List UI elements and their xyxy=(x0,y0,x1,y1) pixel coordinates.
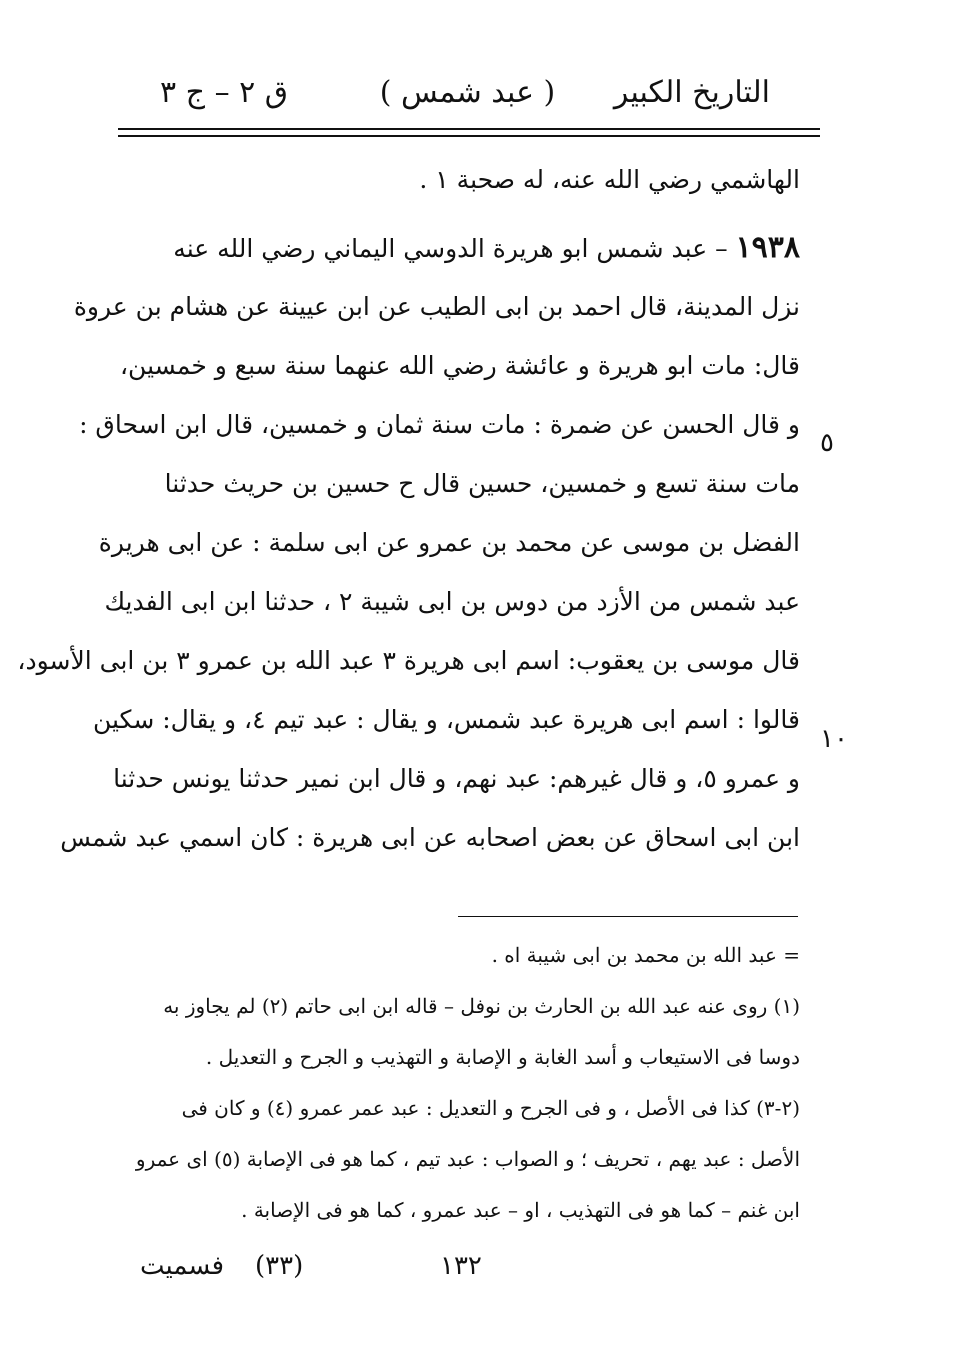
body-text-entry xyxy=(17,218,800,867)
entry-line: قالوا : اسم ابى هريرة عبد شمس، و يقال : عبد تيم ٤، و يقال: سكين xyxy=(92,705,800,734)
footnote-line: = عبد الله بن محمد بن ابى شيبة اه . xyxy=(491,943,800,967)
entry-line: – عبد شمس ابو هريرة الدوسي اليماني رضي الله عنه xyxy=(173,234,728,263)
entry-first-line xyxy=(130,218,800,277)
entry-number: ١٩٣٨ xyxy=(735,230,800,265)
footnote-line: ابن غنم – كما هو فى التهذيب ، او – عبد عمرو ، كما هو فى الإصابة . xyxy=(241,1198,800,1222)
entry-line: الفضل بن موسى عن محمد بن عمرو عن ابى سلمة : عن ابى هريرة xyxy=(98,528,800,557)
entry-line: و قال الحسن عن ضمرة : مات سنة ثمان و خمسين، قال ابن اسحاق : xyxy=(79,410,800,439)
page-number: ١٣٢ xyxy=(440,1251,482,1281)
page-footer xyxy=(130,1238,690,1298)
entry-line: قال موسى بن يعقوب: اسم ابى هريرة ٣ عبد الله بن عمرو ٣ بن ابى الأسود، xyxy=(17,646,800,675)
running-header xyxy=(115,68,820,124)
catchword: فسميت xyxy=(140,1251,225,1281)
footnote-line: (١) روى عنه عبد الله بن الحارث بن نوفل – قاله ابن ابى حاتم (٢) لم يجاوز به xyxy=(163,994,800,1018)
continued-line: الهاشمي رضي الله عنه، له صحبة ١ . xyxy=(419,165,800,194)
header-rule-bottom xyxy=(118,135,820,137)
body-text-top xyxy=(130,150,800,209)
footnote-rule xyxy=(458,916,798,917)
footnote-line: دوسا فى الاستيعاب و أسد الغابة و الإصابة و التهذيب و الجرح و التعديل . xyxy=(205,1045,800,1069)
entry-heading: ( عبد شمس ) xyxy=(379,75,556,110)
volume-part: ق ٢ – ج ٣ xyxy=(160,75,289,110)
entry-line: مات سنة تسع و خمسين، حسين قال ح حسين بن حريث حدثنا xyxy=(164,469,800,498)
entry-line: عبد شمس من الأزد من دوس بن ابى شيبة ٢ ، حدثنا ابن ابى الفديك xyxy=(104,587,800,616)
header-rule-top xyxy=(118,128,820,130)
footnote-line: (٢-٣) كذا فى الأصل ، و فى الجرح و التعديل : عبد عمر عمرو (٤) و كان فى xyxy=(181,1096,800,1120)
entry-line: قال: مات ابو هريرة و عائشة رضي الله عنهما سنة سبع و خمسين، xyxy=(119,351,800,380)
entry-line: و عمرو ٥، و قال غيرهم: عبد نهم، و قال ابن نمير حدثنا يونس حدثنا xyxy=(113,764,800,793)
footnotes xyxy=(130,930,800,1236)
entry-line: نزل المدينة، قال احمد بن ابى الطيب عن ابن عيينة عن هشام بن عروة xyxy=(73,292,800,321)
signature-mark: (٣٣) xyxy=(255,1251,304,1281)
line-number-10: ١٠ xyxy=(820,724,848,754)
entry-line: ابن ابى اسحاق عن بعض اصحابه عن ابى هريرة : كان اسمي عبد شمس xyxy=(60,823,800,852)
footnote-line: الأصل : عبد يهم ، تحريف ؛ و الصواب : عبد تيم ، كما هو فى الإصابة (٥) اى عمرو xyxy=(135,1147,800,1171)
book-title: التاريخ الكبير xyxy=(613,75,770,110)
line-number-5: ٥ xyxy=(820,428,834,458)
